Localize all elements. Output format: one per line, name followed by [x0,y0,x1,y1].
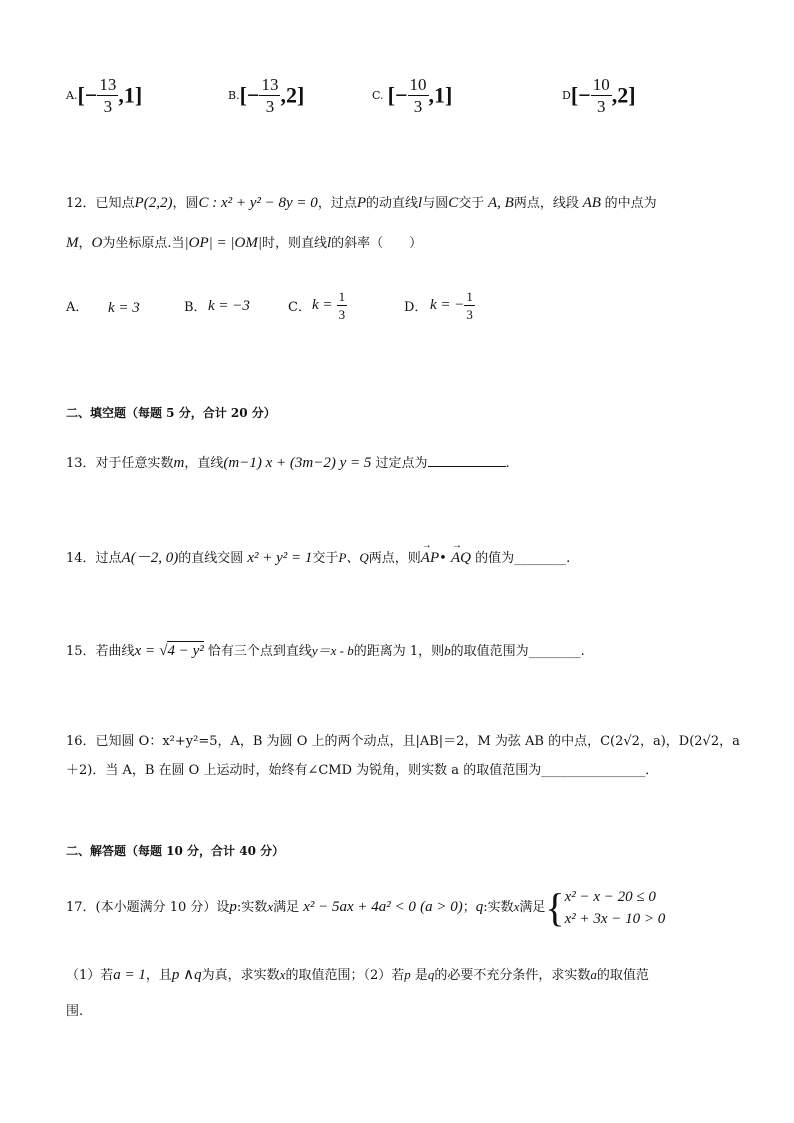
fraction: $\frac{13}{3}$ [99,75,117,116]
fraction: $\frac{10}{3}$ [409,75,427,116]
option-label: B. [228,89,240,102]
answer-blank[interactable] [428,454,506,467]
brace: { [545,885,565,930]
q11-option-c: C. [− $\frac{10}{3}$ ,1] [372,75,453,116]
q11-option-a: A.[− $\frac{13}{3}$ ,1] [66,75,143,116]
q12-line1: 12．已知点P(2,2)，圆C : x² + y² − 8y = 0，过点P的动直线l与圆C交于 A, B两点，线段 AB 的中点为 [66,195,657,211]
section-fill-in-title: 二、填空题（每题 5 分，合计 20 分） [66,406,276,420]
option-b: B． [184,300,207,315]
q11-option-b: B.[− $\frac{13}{3}$ ,2] [228,75,305,116]
option-label: C. [372,89,384,102]
q12-options [66,290,546,330]
option-label: A. [66,89,78,102]
q17-line3: 围. [66,1004,84,1019]
vector-aq: → AQ [451,550,471,567]
q12-line2: M，O为坐标原点.当|OP| = |OM|时，则直线l的斜率（ ） [66,235,423,251]
option-label: D [562,89,571,102]
option-a-value: k = 3 [108,300,140,316]
option-d: D． [404,300,428,315]
vector-ap: → AP [421,550,439,567]
q13: 13．对于任意实数m，直线(m−1) x + (3m−2) y = 5 过定点为 . [66,455,510,471]
fraction: $\frac{10}{3}$ [592,75,610,116]
q11-option-d: D[− $\frac{10}{3}$ ,2] [562,75,636,116]
q16-line1: 16．已知圆 O：x²+y²=5，A，B 为圆 O 上的两个动点，且|AB|＝2，M 为弦 AB 的中点，C(2√2，a)，D(2√2，a [66,734,740,749]
inequality-system: x² − x − 20 ≤ 0 x² + 3x − 10 > 0 [564,888,666,927]
option-d-value: k = − $\frac{1}{3}$ [430,289,473,322]
option-a: A． [66,300,89,315]
section-answer-title: 二、解答题（每题 10 分，合计 40 分） [66,844,285,858]
q16-line2: ＋2)．当 A，B 在圆 O 上运动时，始终有∠CMD 为锐角，则实数 a 的取值范围为________________． [66,763,659,778]
fraction: $\frac{13}{3}$ [261,75,279,116]
option-b-value: k = −3 [208,298,250,314]
option-c: C． [288,300,311,315]
q15: 15．若曲线x = √4 − y² 恰有三个点到直线y＝x - b的距离为 1，则b的取值范围为________. [66,643,585,659]
option-c-value: k = $\frac{1}{3}$ [312,289,346,322]
q17-line1: 17．(本小题满分 10 分）设p:实数x满足 x² − 5ax + 4a² < 0 (a > 0)；q:实数x满足{ x² − x − 20 ≤ 0 x² + 3x − 10 > 0 [66,885,666,930]
q17-line2: （1）若a = 1，且p ∧q为真，求实数x的取值范围；（2）若p 是q的必要不充分条件，求实数a的取值范 [66,967,649,983]
q14: 14．过点A(－2, 0)的直线交圆 x² + y² = 1交于P、Q两点，则→ AP• → AQ 的值为________. [66,546,570,567]
